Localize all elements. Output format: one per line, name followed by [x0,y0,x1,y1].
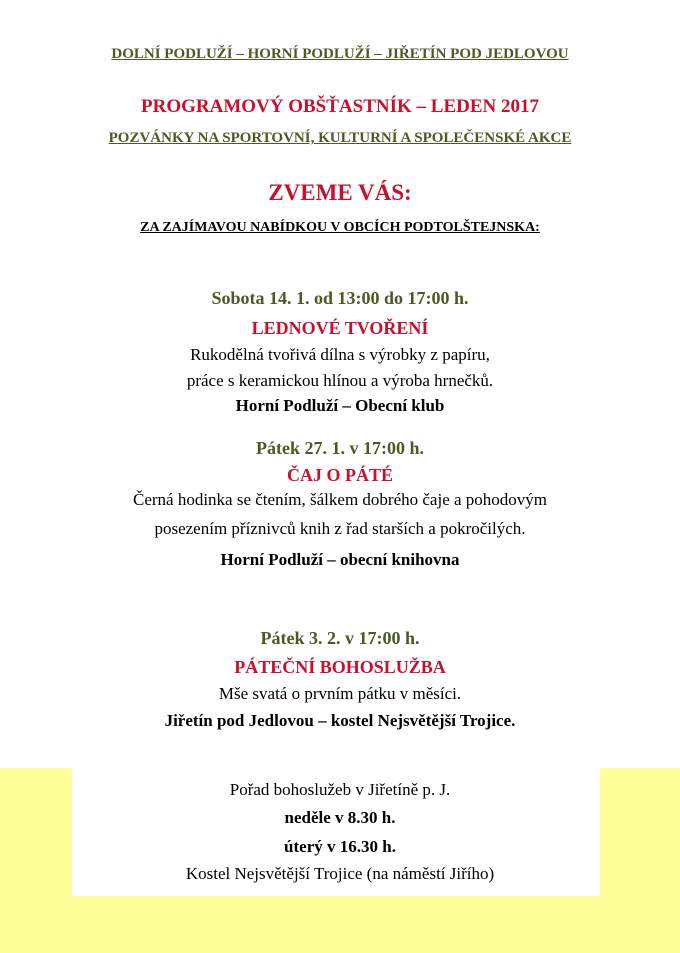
schedule-place: Kostel Nejsvětější Trojice (na náměstí Jiřího) [185,864,495,883]
page-title: PROGRAMOVÝ OBŠŤASTNÍK – LEDEN 2017 [141,96,539,117]
schedule-tuesday: úterý v 16.30 h. [284,837,396,856]
event-name: ČAJ O PÁTÉ [286,465,393,485]
event-description-line: Mše svatá o prvním pátku v měsíci. [218,684,462,703]
event-description-line: posezením příznivců knih z řad starších a pokročilých. [154,519,526,538]
page-subtitle: POZVÁNKY NA SPORTOVNÍ, KULTURNÍ A SPOLEČENSKÉ AKCE [108,130,572,146]
villages-line: DOLNÍ PODLUŽÍ – HORNÍ PODLUŽÍ – JIŘETÍN POD JEDLOVOU [111,46,569,62]
event-place: Horní Podluží – obecní knihovna [220,550,460,569]
event-name: LEDNOVÉ TVOŘENÍ [251,318,429,338]
event-place: Horní Podluží – Obecní klub [235,396,445,415]
event-description-line: Černá hodinka se čtením, šálkem dobrého čaje a pohodovým [132,490,548,509]
event-date: Pátek 27. 1. v 17:00 h. [256,438,424,458]
event-date: Sobota 14. 1. od 13:00 do 17:00 h. [211,288,469,308]
schedule-sunday: neděle v 8.30 h. [284,808,396,827]
event-place: Jiřetín pod Jedlovou – kostel Nejsvětější Trojice. [164,711,516,730]
event-date: Pátek 3. 2. v 17:00 h. [260,628,420,648]
event-description-line: Rukodělná tvořivá dílna s výrobky z papíru, [190,345,490,364]
schedule-heading: Pořad bohoslužeb v Jiřetíně p. J. [229,780,451,799]
event-name: PÁTEČNÍ BOHOSLUŽBA [234,657,446,677]
event-description-line: práce s keramickou hlínou a výroba hrnečků. [186,371,494,390]
invite-heading: ZVEME VÁS: [268,180,412,205]
invite-subheading: ZA ZAJÍMAVOU NABÍDKOU V OBCÍCH PODTOLŠTEJNSKA: [140,220,540,235]
